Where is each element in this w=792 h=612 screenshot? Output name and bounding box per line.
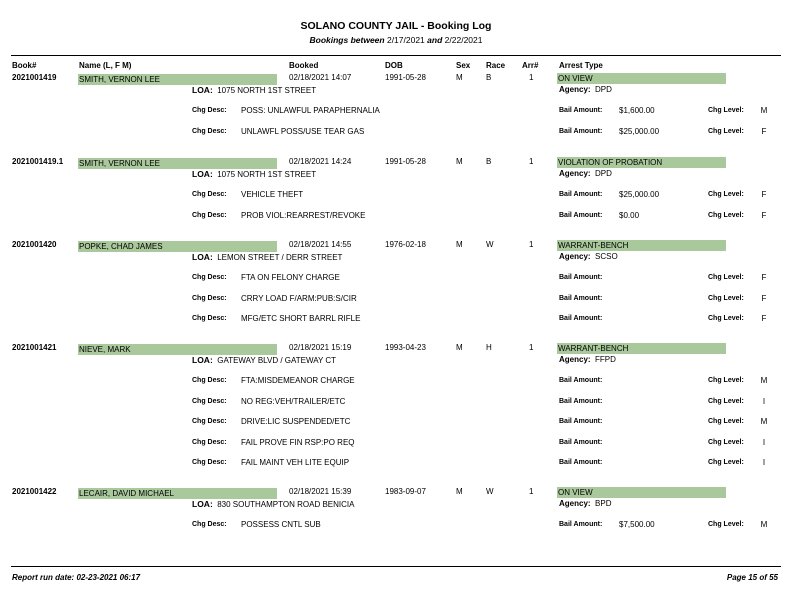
- subtitle-and: and: [427, 35, 443, 45]
- subtitle-prefix: Bookings between: [309, 35, 385, 45]
- bail-amount-label: Bail Amount:: [559, 439, 603, 446]
- chg-desc-label: Chg Desc:: [192, 418, 227, 425]
- book-number: 2021001420: [12, 240, 57, 249]
- inmate-name: NIEVE, MARK: [79, 345, 131, 354]
- chg-level-label: Chg Level:: [708, 107, 744, 114]
- location-of-arrest: [192, 252, 342, 262]
- bail-amount-label: Bail Amount:: [559, 128, 603, 135]
- arresting-agency: [559, 499, 611, 508]
- chg-level-label: Chg Level:: [708, 128, 744, 135]
- name-highlight: [78, 74, 277, 85]
- loa-value: LEMON STREET / DERR STREET: [217, 253, 343, 262]
- chg-desc-label: Chg Desc:: [192, 191, 227, 198]
- charge-description: PROB VIOL:REARREST/REVOKE: [241, 211, 366, 220]
- charge-level: M: [760, 417, 768, 426]
- charge-level: F: [761, 314, 767, 323]
- page-number: Page 15 of 55: [726, 573, 778, 582]
- arrest-number: 1: [529, 157, 534, 166]
- charge-level: M: [760, 106, 768, 115]
- inmate-name: LECAIR, DAVID MICHAEL: [79, 489, 174, 498]
- report-run-date: Report run date: 02-23-2021 06:17: [12, 573, 141, 582]
- bail-amount-label: Bail Amount:: [559, 274, 603, 281]
- agency-value: SCSO: [595, 252, 618, 261]
- chg-level-label: Chg Level:: [708, 459, 744, 466]
- charge-level: I: [762, 458, 766, 467]
- chg-level-label: Chg Level:: [708, 295, 744, 302]
- charge-description: POSSESS CNTL SUB: [241, 520, 321, 529]
- bail-amount: $0.00: [619, 211, 640, 220]
- inmate-name: SMITH, VERNON LEE: [79, 75, 160, 84]
- sex: M: [456, 157, 463, 166]
- chg-level-label: Chg Level:: [708, 274, 744, 281]
- race: H: [486, 343, 492, 352]
- header-rule: [11, 55, 781, 56]
- race: W: [486, 487, 494, 496]
- charge-level: I: [762, 397, 766, 406]
- booked-datetime: 02/18/2021 14:55: [289, 240, 352, 249]
- agency-label: Agency:: [559, 355, 591, 364]
- arrest-type: ON VIEW: [558, 74, 593, 83]
- arresting-agency: [559, 355, 616, 364]
- bail-amount-label: Bail Amount:: [559, 377, 603, 384]
- chg-desc-label: Chg Desc:: [192, 459, 227, 466]
- book-number: 2021001419: [12, 73, 57, 82]
- name-highlight: [78, 344, 277, 355]
- location-of-arrest: [192, 169, 316, 179]
- arrest-number: 1: [529, 240, 534, 249]
- arrest-number: 1: [529, 73, 534, 82]
- charge-level: M: [760, 520, 768, 529]
- arresting-agency: [559, 85, 612, 94]
- loa-label: LOA:: [192, 355, 213, 365]
- location-of-arrest: [192, 499, 354, 509]
- book-number: 2021001422: [12, 487, 57, 496]
- inmate-name: SMITH, VERNON LEE: [79, 159, 160, 168]
- chg-level-label: Chg Level:: [708, 212, 744, 219]
- col-header-dob: DOB: [385, 61, 403, 70]
- arrest-type: VIOLATION OF PROBATION: [558, 158, 663, 167]
- report-title: SOLANO COUNTY JAIL - Booking Log: [300, 20, 492, 32]
- charge-level: M: [760, 376, 768, 385]
- chg-level-label: Chg Level:: [708, 191, 744, 198]
- loa-label: LOA:: [192, 252, 213, 262]
- loa-label: LOA:: [192, 169, 213, 179]
- bail-amount: $7,500.00: [619, 520, 655, 529]
- location-of-arrest: [192, 85, 316, 95]
- arrest-type-highlight: [557, 73, 726, 84]
- chg-desc-label: Chg Desc:: [192, 315, 227, 322]
- chg-level-label: Chg Level:: [708, 377, 744, 384]
- charge-level: I: [762, 438, 766, 447]
- col-header-arrest-type: Arrest Type: [559, 61, 603, 70]
- booked-datetime: 02/18/2021 14:07: [289, 73, 352, 82]
- agency-value: DPD: [595, 85, 612, 94]
- agency-label: Agency:: [559, 252, 591, 261]
- date-of-birth: 1983-09-07: [385, 487, 426, 496]
- agency-label: Agency:: [559, 499, 591, 508]
- name-highlight: [78, 158, 277, 169]
- chg-level-label: Chg Level:: [708, 398, 744, 405]
- loa-value: 1075 NORTH 1ST STREET: [217, 170, 317, 179]
- loa-value: 830 SOUTHAMPTON ROAD BENICIA: [217, 500, 355, 509]
- chg-level-label: Chg Level:: [708, 521, 744, 528]
- chg-desc-label: Chg Desc:: [192, 398, 227, 405]
- race: B: [486, 73, 492, 82]
- date-of-birth: 1991-05-28: [385, 157, 426, 166]
- name-highlight: [78, 488, 277, 499]
- bail-amount-label: Bail Amount:: [559, 521, 603, 528]
- charge-description: FAIL PROVE FIN RSP:PO REQ: [241, 438, 355, 447]
- chg-desc-label: Chg Desc:: [192, 521, 227, 528]
- arrest-number: 1: [529, 487, 534, 496]
- booked-datetime: 02/18/2021 14:24: [289, 157, 352, 166]
- col-header-sex: Sex: [456, 61, 471, 70]
- charge-description: DRIVE:LIC SUSPENDED/ETC: [241, 417, 351, 426]
- loa-value: 1075 NORTH 1ST STREET: [217, 86, 317, 95]
- charge-description: CRRY LOAD F/ARM:PUB:S/CIR: [241, 294, 357, 303]
- loa-label: LOA:: [192, 85, 213, 95]
- col-header-name: Name (L, F M): [79, 61, 132, 70]
- arrest-type-highlight: [557, 240, 726, 251]
- charge-description: MFG/ETC SHORT BARRL RIFLE: [241, 314, 361, 323]
- date-to: 2/22/2021: [444, 35, 483, 45]
- loa-value: GATEWAY BLVD / GATEWAY CT: [217, 356, 337, 365]
- chg-level-label: Chg Level:: [708, 315, 744, 322]
- booked-datetime: 02/18/2021 15:19: [289, 343, 352, 352]
- agency-value: BPD: [595, 499, 612, 508]
- bail-amount-label: Bail Amount:: [559, 107, 603, 114]
- race: B: [486, 157, 492, 166]
- charge-description: VEHICLE THEFT: [241, 190, 304, 199]
- charge-description: FTA:MISDEMEANOR CHARGE: [241, 376, 355, 385]
- arresting-agency: [559, 252, 618, 261]
- location-of-arrest: [192, 355, 336, 365]
- name-highlight: [78, 241, 277, 252]
- race: W: [486, 240, 494, 249]
- bail-amount-label: Bail Amount:: [559, 459, 603, 466]
- chg-desc-label: Chg Desc:: [192, 107, 227, 114]
- charge-level: F: [761, 190, 767, 199]
- col-header-arr: Arr#: [522, 61, 539, 70]
- chg-desc-label: Chg Desc:: [192, 274, 227, 281]
- sex: M: [456, 240, 463, 249]
- bail-amount-label: Bail Amount:: [559, 295, 603, 302]
- footer-rule: [11, 566, 781, 567]
- bail-amount: $1,600.00: [619, 106, 655, 115]
- sex: M: [456, 487, 463, 496]
- arrest-type-highlight: [557, 157, 726, 168]
- report-subtitle: [0, 35, 792, 45]
- book-number: 2021001421: [12, 343, 57, 352]
- agency-label: Agency:: [559, 169, 591, 178]
- inmate-name: POPKE, CHAD JAMES: [79, 242, 163, 251]
- charge-description: FAIL MAINT VEH LITE EQUIP: [241, 458, 350, 467]
- charge-description: FTA ON FELONY CHARGE: [241, 273, 340, 282]
- arrest-number: 1: [529, 343, 534, 352]
- chg-level-label: Chg Level:: [708, 439, 744, 446]
- arrest-type: WARRANT-BENCH: [558, 241, 629, 250]
- arrest-type-highlight: [557, 343, 726, 354]
- charge-description: UNLAWFL POSS/USE TEAR GAS: [241, 127, 365, 136]
- arrest-type: WARRANT-BENCH: [558, 344, 629, 353]
- sex: M: [456, 73, 463, 82]
- charge-description: NO REG:VEH/TRAILER/ETC: [241, 397, 346, 406]
- charge-level: F: [761, 273, 767, 282]
- charge-level: F: [761, 294, 767, 303]
- chg-level-label: Chg Level:: [708, 418, 744, 425]
- date-of-birth: 1993-04-23: [385, 343, 426, 352]
- chg-desc-label: Chg Desc:: [192, 377, 227, 384]
- charge-description: POSS: UNLAWFUL PARAPHERNALIA: [241, 106, 380, 115]
- chg-desc-label: Chg Desc:: [192, 295, 227, 302]
- arrest-type: ON VIEW: [558, 488, 593, 497]
- chg-desc-label: Chg Desc:: [192, 212, 227, 219]
- date-of-birth: 1976-02-18: [385, 240, 426, 249]
- loa-label: LOA:: [192, 499, 213, 509]
- agency-value: DPD: [595, 169, 612, 178]
- agency-label: Agency:: [559, 85, 591, 94]
- col-header-booked: Booked: [289, 61, 319, 70]
- arresting-agency: [559, 169, 612, 178]
- bail-amount-label: Bail Amount:: [559, 398, 603, 405]
- sex: M: [456, 343, 463, 352]
- bail-amount-label: Bail Amount:: [559, 212, 603, 219]
- bail-amount-label: Bail Amount:: [559, 315, 603, 322]
- agency-value: FFPD: [595, 355, 616, 364]
- col-header-book: Book#: [12, 61, 37, 70]
- date-of-birth: 1991-05-28: [385, 73, 426, 82]
- bail-amount: $25,000.00: [619, 127, 660, 136]
- bail-amount: $25,000.00: [619, 190, 660, 199]
- bail-amount-label: Bail Amount:: [559, 191, 603, 198]
- book-number: 2021001419.1: [12, 157, 64, 166]
- charge-level: F: [761, 127, 767, 136]
- date-from: 2/17/2021: [386, 35, 425, 45]
- chg-desc-label: Chg Desc:: [192, 128, 227, 135]
- col-header-race: Race: [486, 61, 506, 70]
- charge-level: F: [761, 211, 767, 220]
- arrest-type-highlight: [557, 487, 726, 498]
- bail-amount-label: Bail Amount:: [559, 418, 603, 425]
- booked-datetime: 02/18/2021 15:39: [289, 487, 352, 496]
- chg-desc-label: Chg Desc:: [192, 439, 227, 446]
